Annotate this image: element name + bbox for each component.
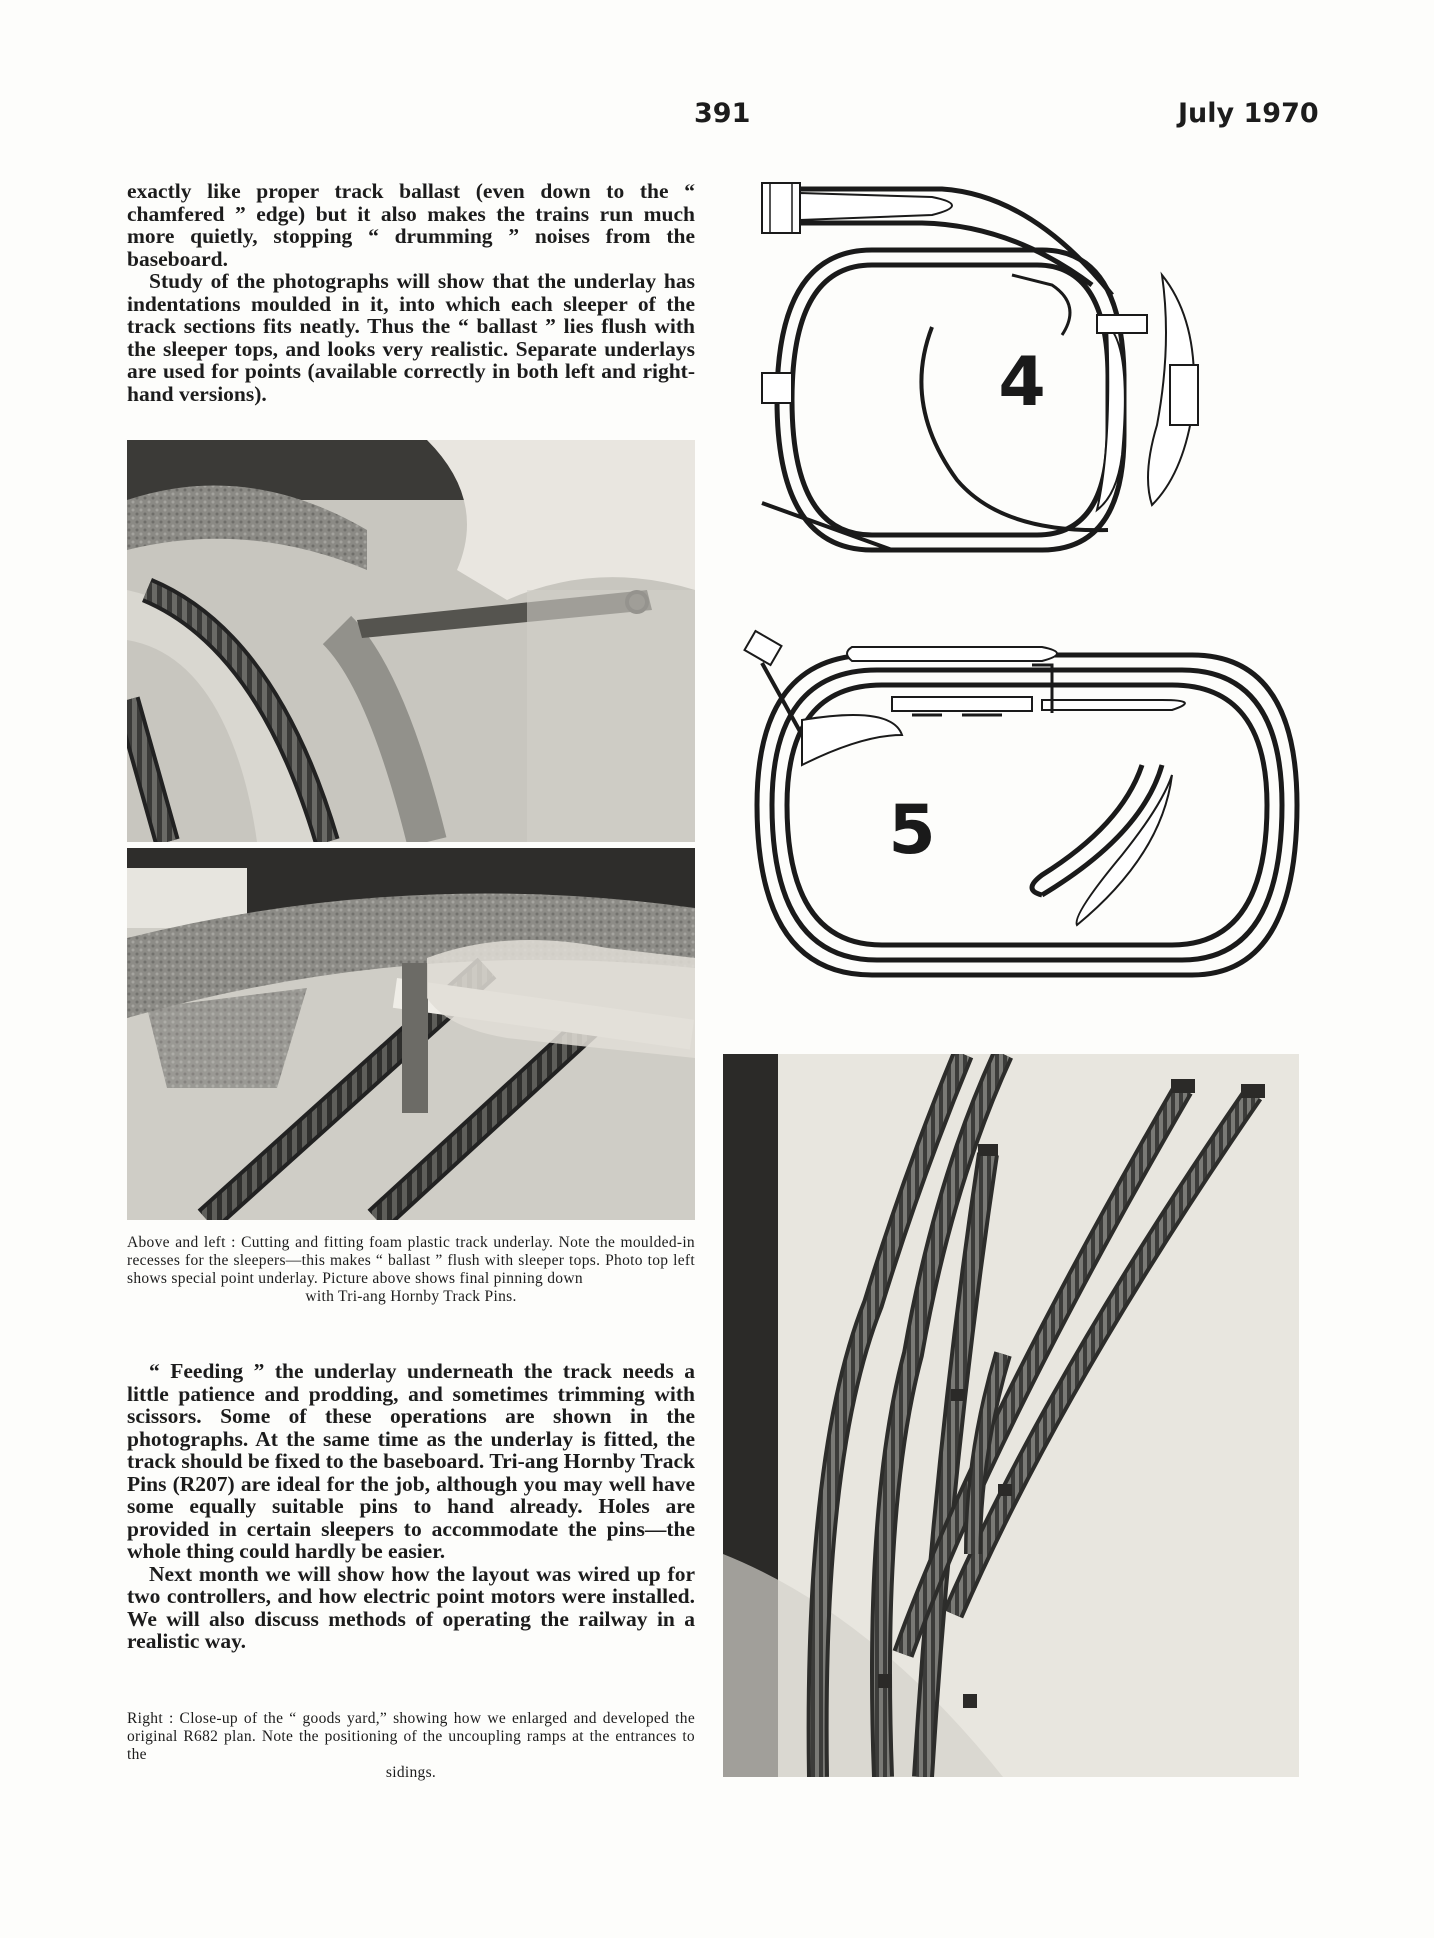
caption-text: Above and left : Cutting and fitting foam plastic track underlay. Note the moulded-in recesses for the sleepers—this makes “ ballast ” flush with sleeper tops. Photo top left shows special point underlay. Picture above shows final pinning down	[127, 1234, 695, 1287]
track-plan-5	[742, 625, 1302, 995]
track-plan-4-label: 4	[998, 343, 1046, 422]
photo-goods-yard-image	[723, 1054, 1299, 1777]
paragraph: exactly like proper track ballast (even down to the “ chamfered ” edge) but it also makes the trains run much more quietly, stopping “ drumming ” noises from the baseboard.	[127, 179, 695, 271]
track-plan-5-drawing	[742, 625, 1302, 995]
bottom-article-text	[127, 1360, 695, 1653]
caption-text: Right : Close-up of the “ goods yard,” showing how we enlarged and developed the original R682 plan. Note the positioning of the uncoupling ramps at the entrances to the	[127, 1710, 695, 1763]
track-plan-4-drawing	[752, 175, 1312, 565]
photo-goods-yard	[723, 1054, 1299, 1777]
photo-pinning-track	[127, 848, 695, 1220]
track-plan-5-label: 5	[888, 791, 936, 870]
photo-caption-right	[127, 1710, 695, 1782]
caption-text-end: sidings.	[385, 1764, 437, 1781]
track-plan-4	[752, 175, 1312, 565]
caption-text-end: with Tri-ang Hornby Track Pins.	[305, 1288, 517, 1305]
photo-cutting-underlay-image	[127, 440, 695, 842]
photo-caption-left	[127, 1234, 695, 1306]
paragraph: Study of the photographs will show that the underlay has indentations moulded in it, into which each sleeper of the track sections fits neatly. Thus the “ ballast ” lies flush with the sleeper tops, and looks very realistic. Separate underlays are used for points (available correctly in both left and right-hand versions).	[127, 269, 695, 406]
photo-cutting-underlay	[127, 440, 695, 842]
photo-pinning-track-image	[127, 848, 695, 1220]
top-article-text	[127, 180, 695, 405]
paragraph: Next month we will show how the layout was wired up for two controllers, and how electric point motors were installed. We will also discuss methods of operating the railway in a realistic way.	[127, 1561, 695, 1653]
issue-date: July 1970	[1178, 98, 1319, 129]
page-number: 391	[694, 98, 751, 129]
paragraph: “ Feeding ” the underlay underneath the track needs a little patience and prodding, and sometimes trimming with scissors. Some of these operations are shown in the photographs. At the same time as the underlay is fitted, the track should be fixed to the baseboard. Tri-ang Hornby Track Pins (R207) are ideal for the job, although you may well have some equally suitable pins to hand already. Holes are provided in certain sleepers to accommodate the pins—the whole thing could hardly be easier.	[127, 1359, 695, 1563]
